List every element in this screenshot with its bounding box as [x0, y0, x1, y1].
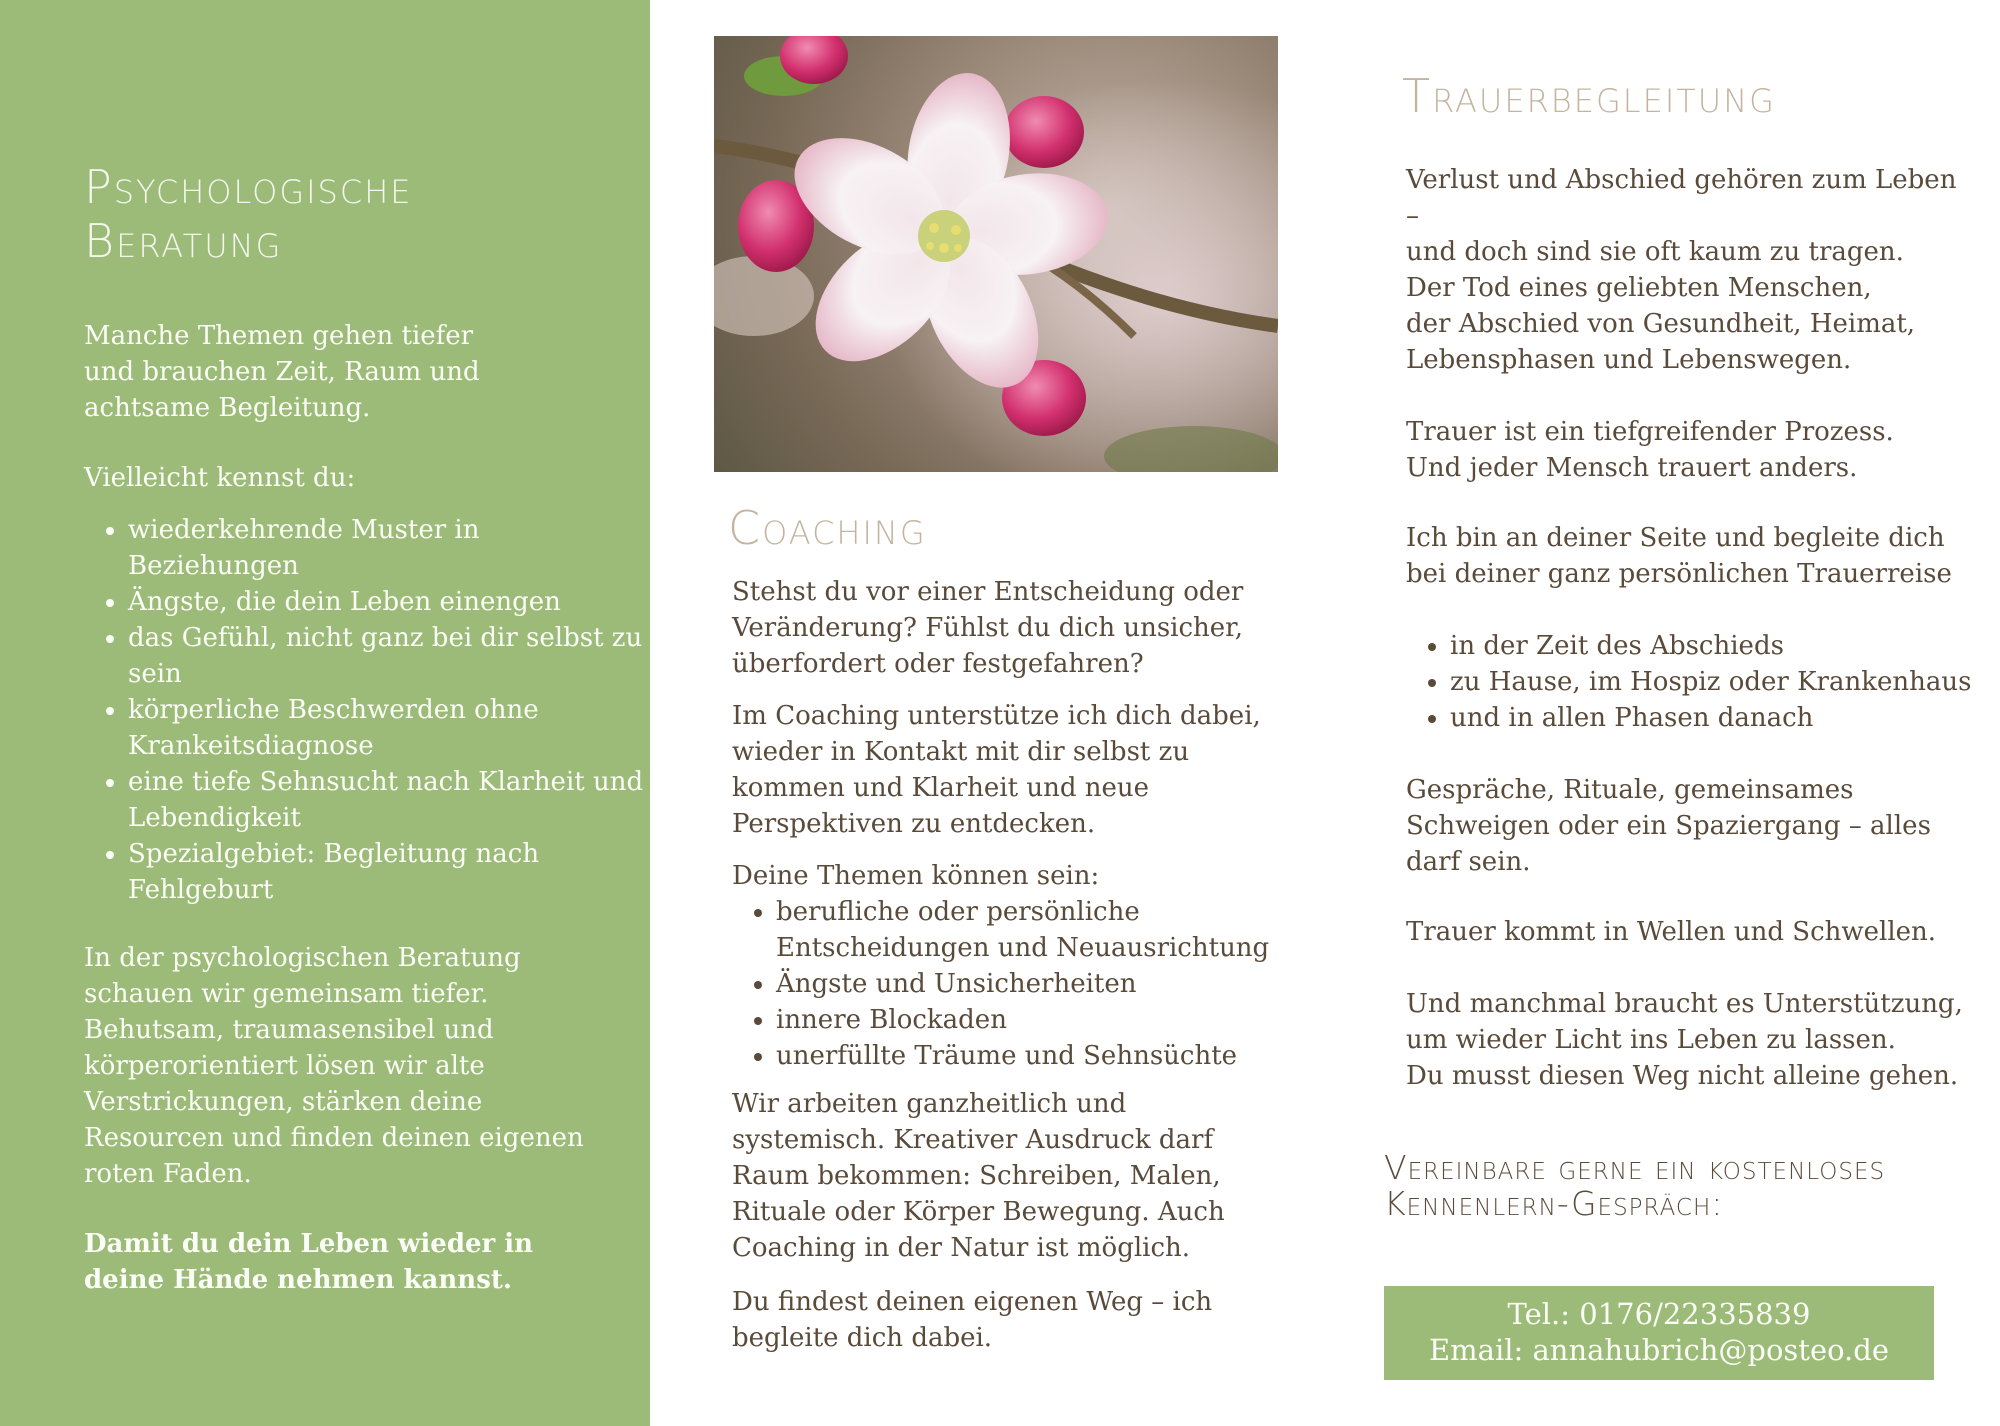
left-list-intro: Vielleicht kennst du: — [84, 463, 356, 493]
list-item: • innere Blockaden — [776, 1002, 1316, 1038]
list-item: • berufliche oder persönliche Entscheidungen und Neuausrichtung — [776, 894, 1316, 966]
grief-support-text: Und manchmal braucht es Unterstützung, um wieder Licht ins Leben zu lassen. Du musst diesen Weg nicht alleine gehen. — [1406, 989, 1963, 1091]
left-topic-list — [84, 512, 648, 908]
phone-number[interactable]: Tel.: 0176/22335839 — [1507, 1297, 1811, 1331]
coaching-closing-text: Du findest deinen eigenen Weg – ich begleite dich dabei. — [732, 1287, 1213, 1353]
grief-accompany-text: Ich bin an deiner Seite und begleite dich bei deiner ganz persönlichen Trauerreise — [1406, 523, 1952, 589]
left-outro-text: In der psychologischen Beratung schauen wir gemeinsam tiefer. Behutsam, traumasensibel und körperorientiert lösen wir alte Verstrickungen, stärken deine Resourcen und finden deinen eigenen roten Faden. — [84, 943, 584, 1189]
grief-waves-text: Trauer kommt in Wellen und Schwellen. — [1406, 917, 1937, 947]
apple-blossom-photo — [714, 36, 1278, 472]
left-emphasis-text: Damit du dein Leben wieder in deine Hände nehmen kannst. — [84, 1229, 534, 1295]
psychologische-beratung-heading: Psychologische Beratung — [84, 160, 413, 268]
coaching-method-text: Wir arbeiten ganzheitlich und systemisch. Kreativer Ausdruck darf Raum bekommen: Schreiben, Malen, Rituale oder Körper Bewegung. Auch Coaching in der Natur ist möglich. — [732, 1089, 1225, 1263]
grief-forms-text: Gespräche, Rituale, gemeinsames Schweigen oder ein Spaziergang – alles darf sein. — [1406, 775, 1931, 877]
grief-phase-list — [1406, 628, 2000, 736]
grief-intro-text: Verlust und Abschied gehören zum Leben – und doch sind sie oft kaum zu tragen. — [1406, 165, 1957, 267]
apple-blossom-image — [714, 36, 1278, 472]
grief-loss-text: Der Tod eines geliebten Menschen, der Abschied von Gesundheit, Heimat, Lebensphasen und Lebenswegen. — [1406, 273, 1916, 375]
list-item: • das Gefühl, nicht ganz bei dir selbst zu sein — [128, 620, 648, 692]
coaching-heading: Coaching — [728, 501, 927, 555]
list-item: • zu Hause, im Hospiz oder Krankenhaus — [1450, 664, 2000, 700]
list-item: • unerfüllte Träume und Sehnsüchte — [776, 1038, 1316, 1074]
coaching-topic-list — [732, 894, 1316, 1074]
left-intro-text: Manche Themen gehen tiefer und brauchen Zeit, Raum und achtsame Begleitung. — [84, 321, 480, 423]
coaching-list-intro: Deine Themen können sein: — [732, 861, 1100, 891]
trauerbegleitung-heading: Trauerbegleitung — [1402, 69, 1776, 123]
list-item: • wiederkehrende Muster in Beziehungen — [128, 512, 648, 584]
list-item: • Ängste, die dein Leben einengen — [128, 584, 648, 620]
list-item: • in der Zeit des Abschieds — [1450, 628, 2000, 664]
appointment-cta-heading: Vereinbare gerne ein kostenloses Kennenlern-Gespräch: — [1384, 1148, 1886, 1223]
contact-box — [1384, 1286, 1934, 1380]
grief-process-text: Trauer ist ein tiefgreifender Prozess. Und jeder Mensch trauert anders. — [1406, 417, 1894, 483]
list-item: • und in allen Phasen danach — [1450, 700, 2000, 736]
coaching-intro-text: Stehst du vor einer Entscheidung oder Veränderung? Fühlst du dich unsicher, überfordert oder festgefahren? — [732, 577, 1244, 679]
list-item: • Spezialgebiet: Begleitung nach Fehlgeburt — [128, 836, 648, 908]
list-item: • eine tiefe Sehnsucht nach Klarheit und Lebendigkeit — [128, 764, 648, 836]
coaching-support-text: Im Coaching unterstütze ich dich dabei, wieder in Kontakt mit dir selbst zu kommen und Klarheit und neue Perspektiven zu entdecken. — [732, 701, 1261, 839]
list-item: • körperliche Beschwerden ohne Krankeitsdiagnose — [128, 692, 648, 764]
list-item: • Ängste und Unsicherheiten — [776, 966, 1316, 1002]
email-address[interactable]: Email: annahubrich@posteo.de — [1428, 1333, 1890, 1367]
